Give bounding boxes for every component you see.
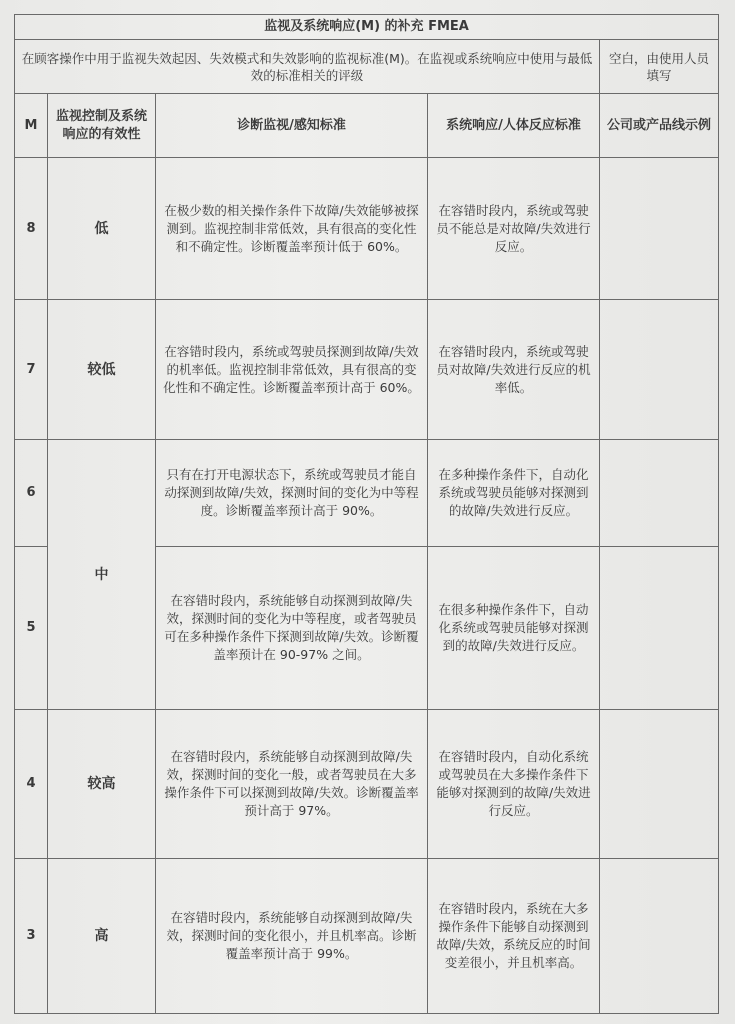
example-cell bbox=[600, 158, 719, 300]
table-row bbox=[15, 859, 719, 1014]
effectiveness-value: 高 bbox=[48, 859, 156, 1014]
m-value: 4 bbox=[15, 710, 48, 859]
response-criteria: 在多种操作条件下，自动化系统或驾驶员能够对探测到的故障/失效进行反应。 bbox=[428, 440, 600, 547]
response-criteria: 在容错时段内，系统或驾驶员不能总是对故障/失效进行反应。 bbox=[428, 158, 600, 300]
m-value: 6 bbox=[15, 440, 48, 547]
table-title: 监视及系统响应(M) 的补充 FMEA bbox=[15, 15, 719, 40]
header-effectiveness: 监视控制及系统响应的有效性 bbox=[48, 94, 156, 158]
example-cell bbox=[600, 710, 719, 859]
intro-note: 空白，由使用人员填写 bbox=[600, 40, 719, 94]
header-response: 系统响应/人体反应标准 bbox=[428, 94, 600, 158]
diagnosis-criteria: 只有在打开电源状态下，系统或驾驶员才能自动探测到故障/失效，探测时间的变化为中等程度。诊断覆盖率预计高于 90%。 bbox=[156, 440, 428, 547]
m-value: 8 bbox=[15, 158, 48, 300]
table-row bbox=[15, 440, 719, 547]
table-row bbox=[15, 158, 719, 300]
table-row bbox=[15, 300, 719, 440]
m-value: 7 bbox=[15, 300, 48, 440]
table-row bbox=[15, 710, 719, 859]
diagnosis-criteria: 在极少数的相关操作条件下故障/失效能够被探测到。监视控制非常低效，具有很高的变化性和不确定性。诊断覆盖率预计低于 60%。 bbox=[156, 158, 428, 300]
effectiveness-value: 较低 bbox=[48, 300, 156, 440]
m-value: 3 bbox=[15, 859, 48, 1014]
diagnosis-criteria: 在容错时段内，系统能够自动探测到故障/失效，探测时间的变化一般，或者驾驶员在大多操作条件下可以探测到故障/失效。诊断覆盖率预计高于 97%。 bbox=[156, 710, 428, 859]
diagnosis-criteria: 在容错时段内，系统或驾驶员探测到故障/失效的机率低。监视控制非常低效，具有很高的变化性和不确定性。诊断覆盖率预计高于 60%。 bbox=[156, 300, 428, 440]
diagnosis-criteria: 在容错时段内，系统能够自动探测到故障/失效，探测时间的变化很小，并且机率高。诊断覆盖率预计高于 99%。 bbox=[156, 859, 428, 1014]
fmea-table bbox=[14, 14, 719, 1014]
m-value: 5 bbox=[15, 547, 48, 710]
response-criteria: 在很多种操作条件下，自动化系统或驾驶员能够对探测到的故障/失效进行反应。 bbox=[428, 547, 600, 710]
response-criteria: 在容错时段内，系统或驾驶员对故障/失效进行反应的机率低。 bbox=[428, 300, 600, 440]
response-criteria: 在容错时段内，自动化系统或驾驶员在大多操作条件下能够对探测到的故障/失效进行反应。 bbox=[428, 710, 600, 859]
intro-text: 在顾客操作中用于监视失效起因、失效模式和失效影响的监视标准(M)。在监视或系统响应中使用与最低效的标准相关的评级 bbox=[15, 40, 600, 94]
effectiveness-value: 低 bbox=[48, 158, 156, 300]
example-cell bbox=[600, 300, 719, 440]
response-criteria: 在容错时段内，系统在大多操作条件下能够自动探测到故障/失效，系统反应的时间变差很小，并且机率高。 bbox=[428, 859, 600, 1014]
effectiveness-value: 中 bbox=[48, 440, 156, 710]
example-cell bbox=[600, 547, 719, 710]
effectiveness-value: 较高 bbox=[48, 710, 156, 859]
header-m: M bbox=[15, 94, 48, 158]
diagnosis-criteria: 在容错时段内，系统能够自动探测到故障/失效，探测时间的变化为中等程度，或者驾驶员可在多种操作条件下探测到故障/失效。诊断覆盖率预计在 90-97% 之间。 bbox=[156, 547, 428, 710]
header-example: 公司或产品线示例 bbox=[600, 94, 719, 158]
header-diagnosis: 诊断监视/感知标准 bbox=[156, 94, 428, 158]
example-cell bbox=[600, 440, 719, 547]
example-cell bbox=[600, 859, 719, 1014]
